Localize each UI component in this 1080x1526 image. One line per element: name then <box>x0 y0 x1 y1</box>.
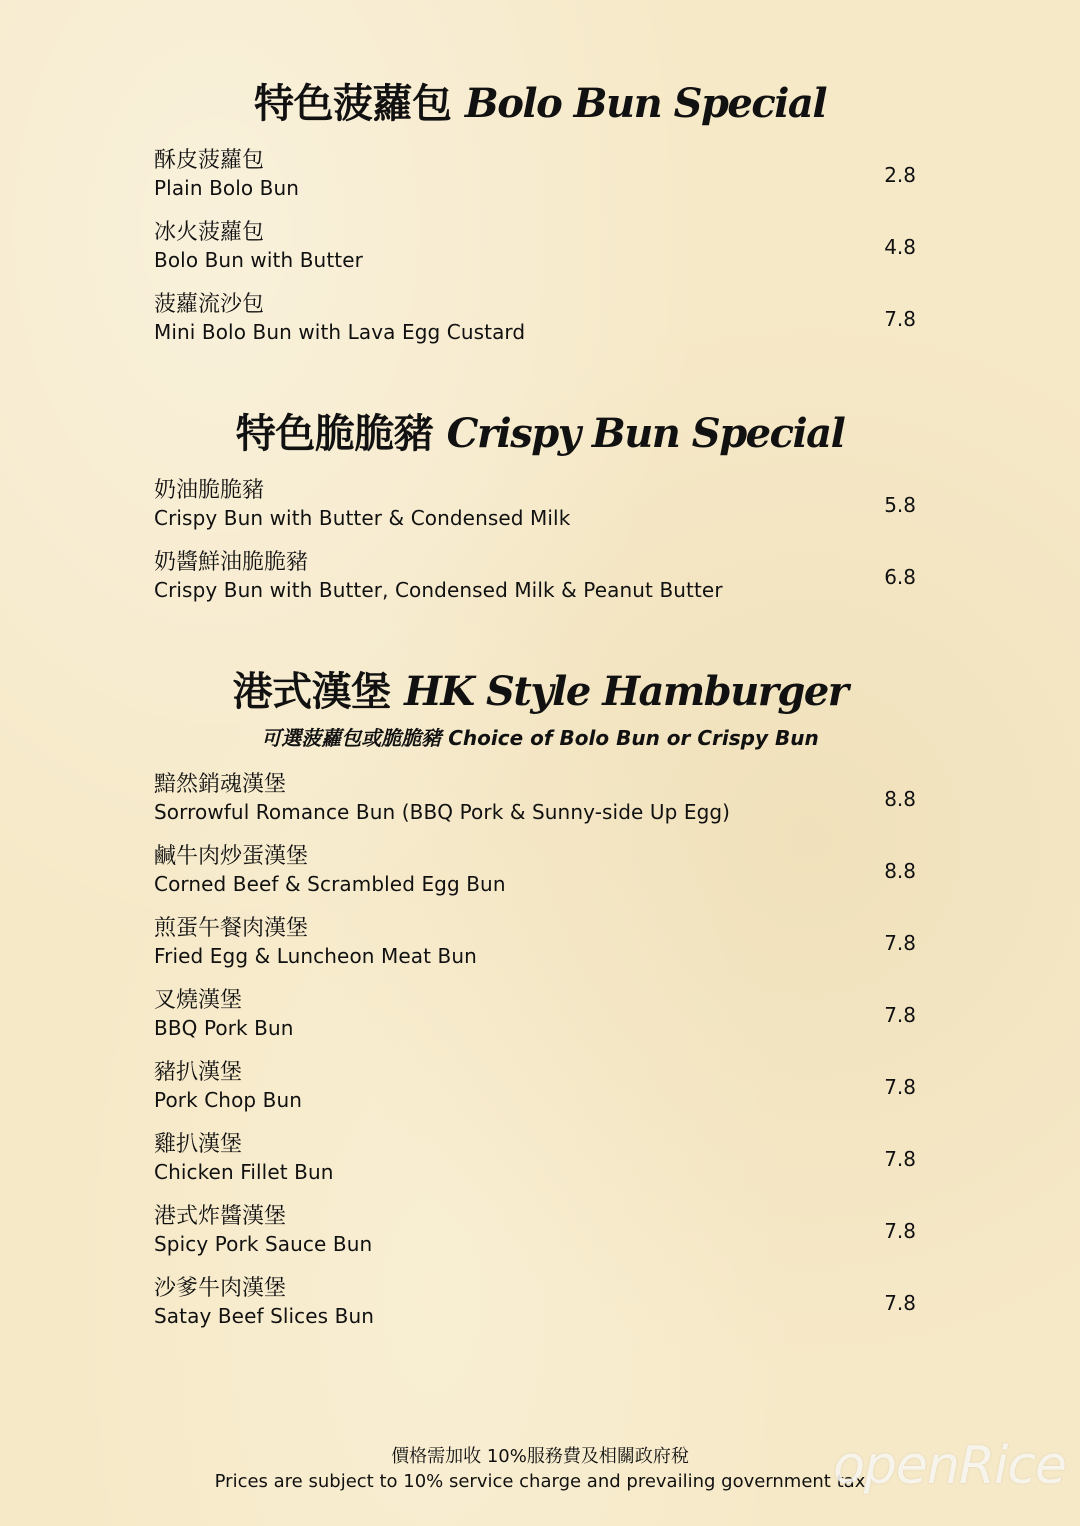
menu-item <box>154 1059 924 1119</box>
item-name-en: Chicken Fillet Bun <box>154 1160 334 1184</box>
menu-item <box>154 915 924 975</box>
menu-item <box>154 1275 924 1335</box>
section-title-hk-hamburger <box>0 660 1080 717</box>
section-title-en: HK Style Hamburger <box>404 668 848 715</box>
item-price: 7.8 <box>884 931 916 955</box>
item-name-en: Mini Bolo Bun with Lava Egg Custard <box>154 320 526 344</box>
item-name-en: Plain Bolo Bun <box>154 176 300 200</box>
item-name-en: Fried Egg & Luncheon Meat Bun <box>154 944 477 968</box>
footer-note-zh: 價格需加收 10%服務費及相關政府稅 <box>391 1446 689 1467</box>
item-name-zh: 雞扒漢堡 <box>154 1132 243 1157</box>
item-name-zh: 叉燒漢堡 <box>154 988 243 1013</box>
item-name-en: BBQ Pork Bun <box>154 1016 294 1040</box>
item-name-zh: 酥皮菠蘿包 <box>154 148 265 173</box>
item-price: 7.8 <box>884 1003 916 1027</box>
item-name-en: Satay Beef Slices Bun <box>154 1304 375 1328</box>
item-name-zh: 煎蛋午餐肉漢堡 <box>154 916 309 941</box>
menu-item <box>154 291 924 351</box>
section-subtitle: 可選菠蘿包或脆脆豬 Choice of Bolo Bun or Crispy Bun <box>261 726 819 750</box>
menu-item <box>154 987 924 1047</box>
section-title-bolo-bun <box>0 72 1080 129</box>
item-price: 7.8 <box>884 1291 916 1315</box>
item-price: 7.8 <box>884 307 916 331</box>
menu-item <box>154 549 924 609</box>
item-price: 8.8 <box>884 859 916 883</box>
item-name-zh: 奶醬鮮油脆脆豬 <box>154 550 309 575</box>
item-price: 4.8 <box>884 235 916 259</box>
section-title-zh: 港式漢堡 <box>232 668 391 715</box>
item-name-zh: 黯然銷魂漢堡 <box>154 772 287 797</box>
item-name-en: Crispy Bun with Butter & Condensed Milk <box>154 506 571 530</box>
item-name-zh: 鹹牛肉炒蛋漢堡 <box>154 844 309 869</box>
item-name-zh: 菠蘿流沙包 <box>154 292 265 317</box>
item-name-zh: 奶油脆脆豬 <box>154 478 265 503</box>
item-name-en: Pork Chop Bun <box>154 1088 303 1112</box>
section-title-zh: 特色脆脆豬 <box>235 410 434 457</box>
openrice-watermark-logo: openRice <box>833 1436 1066 1496</box>
menu-item <box>154 219 924 279</box>
item-price: 7.8 <box>884 1147 916 1171</box>
menu-item <box>154 771 924 831</box>
footer-note-en: Prices are subject to 10% service charge and prevailing government tax <box>214 1471 866 1492</box>
menu-item <box>154 1131 924 1191</box>
item-price: 2.8 <box>884 163 916 187</box>
item-name-en: Bolo Bun with Butter <box>154 248 363 272</box>
menu-item <box>154 477 924 537</box>
section-title-zh: 特色菠蘿包 <box>253 80 452 127</box>
item-name-en: Crispy Bun with Butter, Condensed Milk & Peanut Butter <box>154 578 723 602</box>
item-price: 7.8 <box>884 1219 916 1243</box>
item-name-en: Corned Beef & Scrambled Egg Bun <box>154 872 506 896</box>
item-name-zh: 沙爹牛肉漢堡 <box>154 1276 287 1301</box>
menu-item <box>154 1203 924 1263</box>
item-name-zh: 港式炸醬漢堡 <box>154 1204 287 1229</box>
menu-item <box>154 843 924 903</box>
section-title-en: Crispy Bun Special <box>446 410 845 457</box>
menu-item <box>154 147 924 207</box>
item-price: 6.8 <box>884 565 916 589</box>
item-name-en: Sorrowful Romance Bun (BBQ Pork & Sunny-side Up Egg) <box>154 800 731 824</box>
section-title-en: Bolo Bun Special <box>464 80 827 127</box>
item-price: 5.8 <box>884 493 916 517</box>
section-title-crispy-bun <box>0 402 1080 459</box>
item-price: 8.8 <box>884 787 916 811</box>
item-name-en: Spicy Pork Sauce Bun <box>154 1232 373 1256</box>
item-name-zh: 豬扒漢堡 <box>154 1060 243 1085</box>
item-name-zh: 冰火菠蘿包 <box>154 220 265 245</box>
item-price: 7.8 <box>884 1075 916 1099</box>
